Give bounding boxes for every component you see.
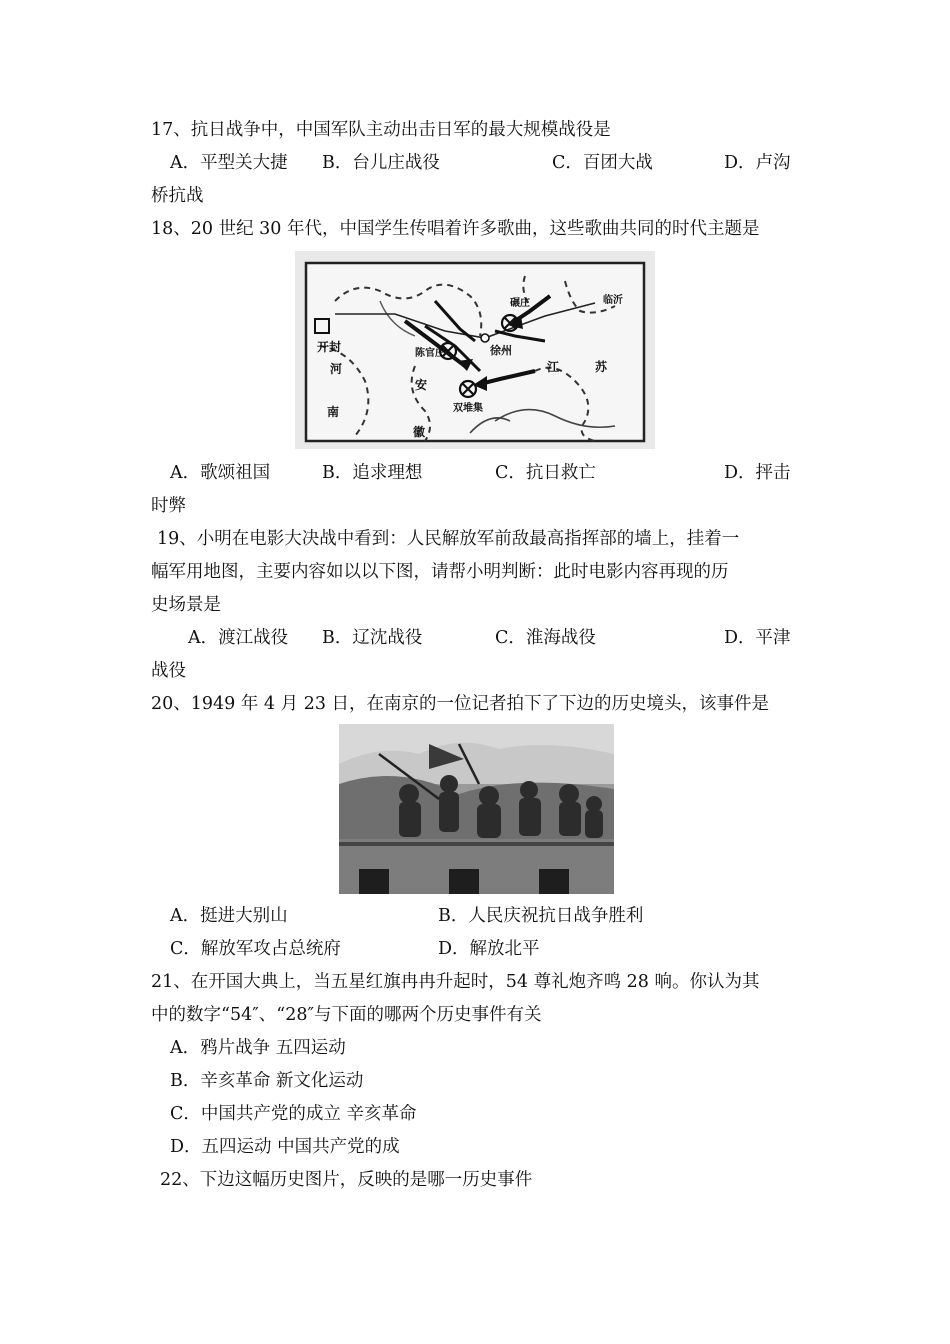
map-label-su: 苏 (595, 360, 608, 374)
map-label-nan: 南 (327, 405, 340, 419)
map-label-an: 安 (415, 378, 428, 392)
q18-option-d[interactable]: D．抨击 (724, 463, 791, 483)
q19-stem-line3: 史场景是 (151, 595, 221, 615)
battle-map-figure (295, 251, 655, 449)
q21-option-d[interactable]: D．五四运动 中国共产党的成 (170, 1137, 400, 1157)
q19-stem-line1: 19、小明在电影大决战中看到：人民解放军前敌最高指挥部的墙上，挂着一 (157, 529, 740, 549)
q21-stem-line1: 21、在开国大典上，当五星红旗冉冉升起时，54 尊礼炮齐鸣 28 响。你认为其 (151, 972, 760, 992)
q19-stem-line2: 幅军用地图，主要内容如以以下图，请帮小明判断：此时电影内容再现的历 (151, 562, 729, 582)
q21-option-c[interactable]: C．中国共产党的成立 辛亥革命 (170, 1104, 417, 1124)
q20-stem: 20、1949 年 4 月 23 日，在南京的一位记者拍下了下边的历史境头，该事件是 (151, 694, 770, 714)
q17-option-d[interactable]: D．卢沟 (724, 153, 791, 173)
q17-option-b[interactable]: B．台儿庄战役 (322, 153, 440, 173)
q19-option-d[interactable]: D．平津 (724, 628, 791, 648)
q21-option-b[interactable]: B．辛亥革命 新文化运动 (170, 1071, 364, 1091)
q21-stem-line2: 中的数字“54″、“28″与下面的哪两个历史事件有关 (151, 1005, 542, 1025)
q18-stem: 18、20 世纪 30 年代，中国学生传唱着许多歌曲，这些歌曲共同的时代主题是 (151, 219, 760, 239)
q21-option-a[interactable]: A．鸦片战争 五四运动 (170, 1038, 346, 1058)
q20-option-b[interactable]: B．人民庆祝抗日战争胜利 (438, 906, 644, 926)
q18-option-c[interactable]: C．抗日救亡 (495, 463, 596, 483)
historical-photo-figure (339, 724, 614, 894)
map-label-hui: 徽 (413, 425, 426, 439)
map-label-shuangduiji: 双堆集 (453, 403, 483, 414)
map-label-jiang: 江 (547, 360, 560, 374)
q17-option-d-wrap: 桥抗战 (151, 186, 204, 206)
q17-option-a[interactable]: A．平型关大捷 (170, 153, 288, 173)
q22-stem: 22、下边这幅历史图片，反映的是哪一历史事件 (160, 1170, 533, 1190)
q19-option-d-wrap: 战役 (151, 661, 186, 681)
q17-option-c[interactable]: C．百团大战 (552, 153, 653, 173)
map-label-xuzhou: 徐州 (490, 344, 512, 357)
q20-option-a[interactable]: A．挺进大别山 (170, 906, 288, 926)
map-label-nianzhuang: 碾庄 (510, 298, 530, 309)
q19-option-b[interactable]: B．辽沈战役 (322, 628, 423, 648)
q19-option-a[interactable]: A．渡江战役 (188, 628, 289, 648)
q18-option-d-wrap: 时弊 (151, 496, 186, 516)
q20-option-c[interactable]: C．解放军攻占总统府 (170, 939, 341, 959)
map-label-he: 河 (330, 362, 343, 376)
q20-option-d[interactable]: D．解放北平 (438, 939, 540, 959)
map-label-linyi: 临沂 (603, 295, 623, 306)
map-label-chenguanzhuang: 陈官庄 (415, 348, 445, 359)
q17-stem: 17、抗日战争中，中国军队主动出击日军的最大规模战役是 (151, 120, 611, 140)
q18-option-b[interactable]: B．追求理想 (322, 463, 423, 483)
q18-option-a[interactable]: A．歌颂祖国 (170, 463, 271, 483)
q19-option-c[interactable]: C．淮海战役 (495, 628, 596, 648)
map-label-kaifeng: 开封 (317, 340, 342, 354)
